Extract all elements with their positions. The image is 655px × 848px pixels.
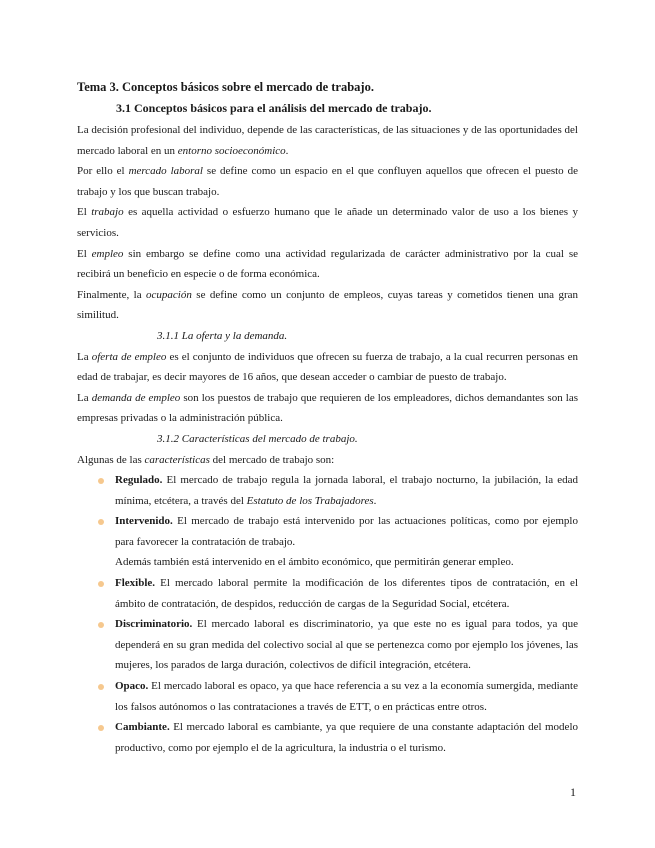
bullet-icon (98, 478, 104, 484)
list-item (77, 470, 578, 511)
item-label: Intervenido. (115, 515, 173, 528)
empleo-pre: El (77, 247, 92, 260)
mercado-paragraph (77, 161, 578, 202)
empleo-post: sin embargo se define como una actividad regularizada de carácter administrativo por la cual se recibirá un beneficio en especie o de forma económica. (77, 247, 579, 281)
item-label: Discriminatorio. (115, 618, 193, 631)
bullet-icon (98, 519, 104, 525)
trabajo-paragraph (77, 202, 578, 243)
mercado-post: se define como un espacio en el que confluyen aquellos que ofrecen el puesto de trabajo y los que buscan trabajo. (77, 165, 578, 198)
caracteristicas-post: del mercado de trabajo son: (209, 453, 335, 466)
list-item (77, 614, 578, 676)
caracteristicas-intro (77, 450, 578, 471)
bullet-icon (98, 725, 104, 731)
ocupacion-pre: Finalmente, la (77, 288, 147, 301)
list-item (77, 511, 578, 573)
intro-text: La decisión profesional del individuo, depende de las características, de las situaciones y de las oportunidades del mercado laboral en un (77, 124, 578, 157)
mercado-pre: Por ello el (77, 165, 129, 178)
intro-paragraph (77, 120, 578, 161)
intro-emphasis: entorno socioeconómico (177, 144, 286, 157)
empleo-term: empleo (91, 247, 124, 260)
item-extra-text: Además también está intervenido en el ámbito económico, que permitirán generar empleo. (115, 556, 514, 569)
item-text: El mercado laboral permite la modificación de los diferentes tipos de contratación, en el ámbito de contratación, de despidos, reducción de cargas de la Seguridad Social, etcétera. (115, 577, 578, 610)
section-heading: 3.1 Conceptos básicos para el análisis del mercado de trabajo. (116, 101, 432, 115)
bullet-icon (98, 581, 104, 587)
item-text: El mercado laboral es opaco, ya que hace referencia a su vez a la economía sumergida, mediante los falsos autónomos o las contrataciones a través de ETT, o en prácticas entre otros. (115, 680, 578, 713)
oferta-post: es el conjunto de individuos que ofrecen su fuerza de trabajo, a la cual recurren personas en edad de trabajar, es decir mayores de 16 años, que desean acceder o cambiar de puesto de trabajo. (77, 350, 578, 384)
list-item (77, 717, 578, 758)
list-item (77, 676, 578, 717)
item-end: . (373, 494, 377, 507)
trabajo-post: es aquella actividad o esfuerzo humano que le añade un determinado valor de uso a los bienes y servicios. (77, 206, 578, 239)
trabajo-term: trabajo (91, 206, 124, 219)
demanda-paragraph (77, 388, 578, 429)
ocupacion-term: ocupación (146, 288, 192, 301)
page-number: 1 (570, 785, 576, 799)
oferta-term: oferta de empleo (91, 350, 167, 363)
oferta-pre: La (77, 350, 92, 363)
item-text: El mercado laboral es cambiante, ya que requiere de una constante adaptación del modelo productivo, como por ejemplo el de la agricultura, la industria o el turismo. (115, 721, 578, 754)
demanda-post: son los puestos de trabajo que requieren de los empleadores, dichos demandantes son las empresas privadas o la administración pública. (77, 391, 578, 425)
ocupacion-post: se define como un conjunto de empleos, cuyas tareas y cometidos tienen una gran similitud. (77, 288, 578, 322)
item-label: Flexible. (115, 577, 156, 590)
oferta-paragraph (77, 347, 578, 388)
demanda-pre: La (77, 391, 92, 404)
item-emphasis: Estatuto de los Trabajadores (246, 494, 374, 507)
mercado-term: mercado laboral (128, 165, 203, 178)
ocupacion-paragraph (77, 285, 578, 326)
bullet-icon (98, 684, 104, 690)
characteristics-list (77, 470, 578, 758)
demanda-term: demanda de empleo (91, 391, 181, 404)
subsection-heading-caracteristicas: 3.1.2 Características del mercado de trabajo. (157, 432, 358, 445)
subsection-heading-oferta: 3.1.1 La oferta y la demanda. (157, 329, 288, 342)
list-item (77, 573, 578, 614)
empleo-paragraph (77, 244, 578, 285)
item-text: El mercado de trabajo está intervenido por las actuaciones políticas, como por ejemplo para favorecer la contratación de trabajo. (115, 515, 578, 548)
chapter-title: Tema 3. Conceptos básicos sobre el mercado de trabajo. (77, 80, 374, 94)
intro-end: . (285, 144, 289, 157)
item-label: Opaco. (115, 680, 149, 693)
item-text: El mercado de trabajo regula la jornada laboral, el trabajo nocturno, la jubilación, la edad mínima, etcétera, a través del (115, 474, 578, 507)
trabajo-pre: El (77, 206, 92, 219)
item-text: El mercado laboral es discriminatorio, ya que este no es igual para todos, ya que dependerá en su gran medida del colectivo social al que se pertenezca como por ejemplo los jóvenes, las mujeres, los parados de larga duración, colectivos de difícil integración, etcétera. (115, 618, 578, 672)
item-label: Cambiante. (115, 721, 170, 734)
caracteristicas-pre: Algunas de las (77, 453, 145, 466)
page-content (77, 77, 578, 758)
bullet-icon (98, 622, 104, 628)
caracteristicas-term: características (144, 453, 210, 466)
item-label: Regulado. (115, 474, 163, 487)
